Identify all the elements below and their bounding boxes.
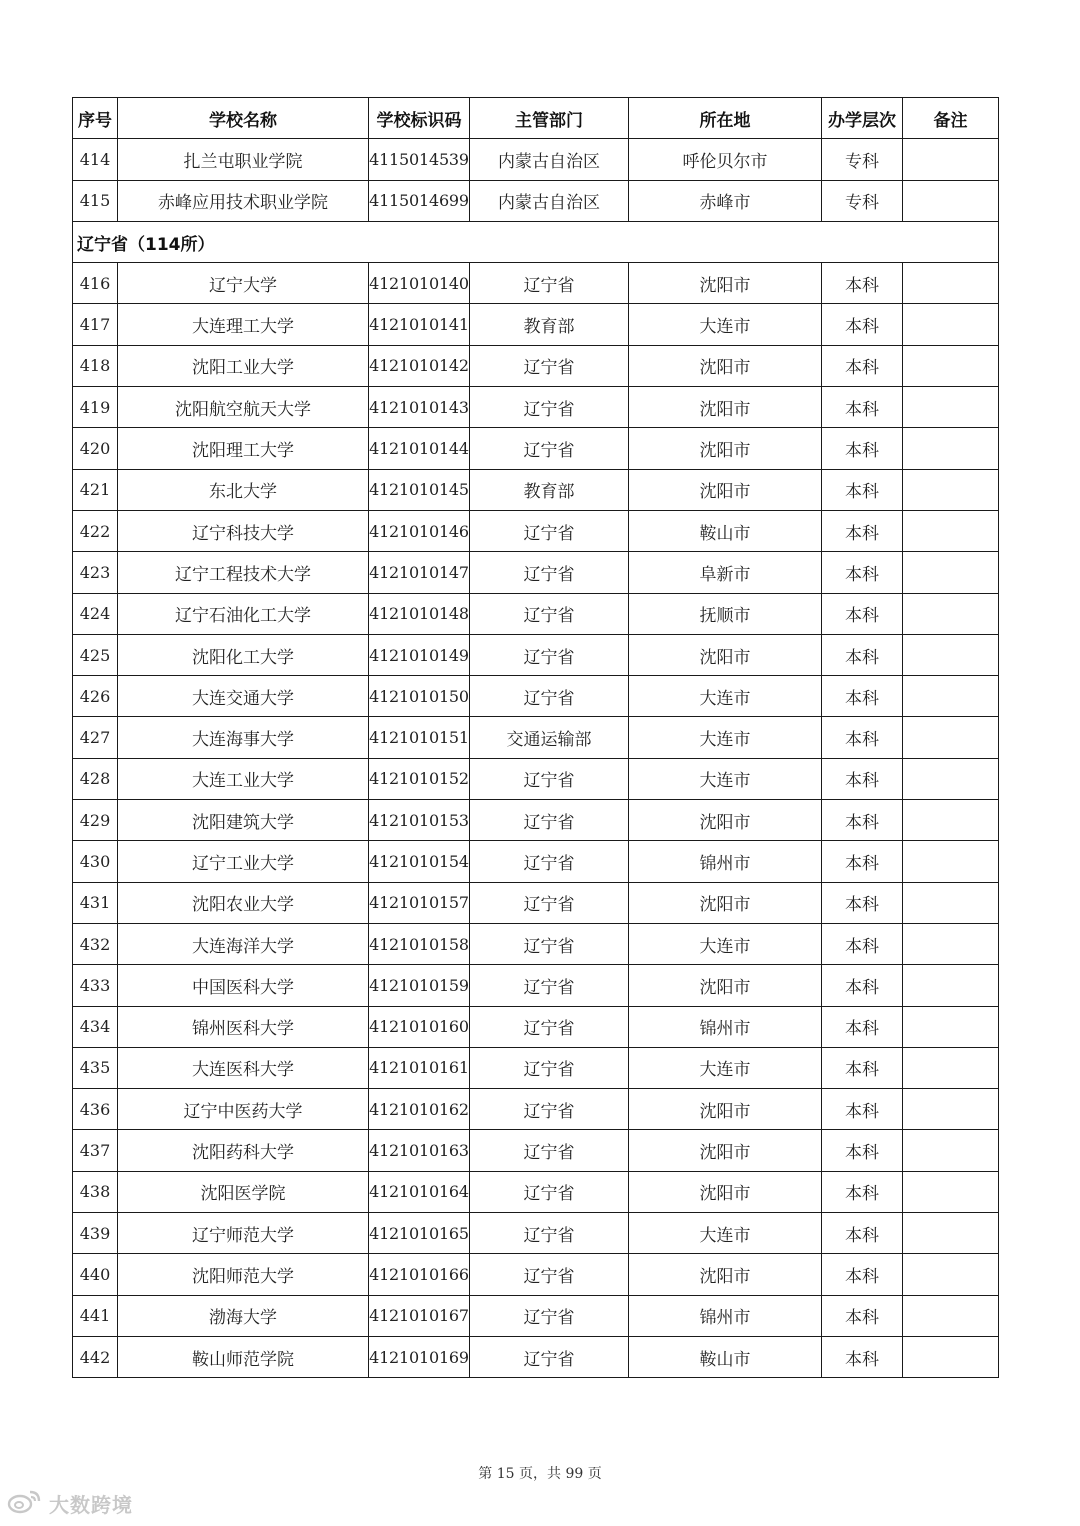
table-row bbox=[73, 593, 999, 634]
cell-note bbox=[903, 841, 999, 882]
cell-seq: 425 bbox=[73, 634, 118, 675]
cell-school-name: 沈阳建筑大学 bbox=[118, 800, 369, 841]
table-header-row bbox=[73, 98, 999, 139]
cell-school-name: 辽宁工业大学 bbox=[118, 841, 369, 882]
cell-dept: 辽宁省 bbox=[470, 882, 629, 923]
cell-location: 沈阳市 bbox=[629, 882, 822, 923]
cell-location: 大连市 bbox=[629, 758, 822, 799]
cell-location: 沈阳市 bbox=[629, 1171, 822, 1212]
cell-school-name: 沈阳农业大学 bbox=[118, 882, 369, 923]
cell-note bbox=[903, 263, 999, 304]
cell-location: 锦州市 bbox=[629, 1295, 822, 1336]
cell-level: 本科 bbox=[822, 965, 903, 1006]
cell-school-code: 4121010158 bbox=[369, 923, 470, 964]
cell-school-code: 4121010159 bbox=[369, 965, 470, 1006]
cell-dept: 辽宁省 bbox=[470, 841, 629, 882]
cell-location: 沈阳市 bbox=[629, 965, 822, 1006]
cell-location: 沈阳市 bbox=[629, 428, 822, 469]
cell-level: 本科 bbox=[822, 387, 903, 428]
header-school-name: 学校名称 bbox=[118, 98, 369, 139]
table-row bbox=[73, 1130, 999, 1171]
cell-note bbox=[903, 800, 999, 841]
cell-seq: 442 bbox=[73, 1336, 118, 1377]
cell-seq: 432 bbox=[73, 923, 118, 964]
cell-dept: 辽宁省 bbox=[470, 1006, 629, 1047]
cell-level: 专科 bbox=[822, 139, 903, 180]
cell-location: 大连市 bbox=[629, 923, 822, 964]
cell-seq: 423 bbox=[73, 552, 118, 593]
cell-school-code: 4121010164 bbox=[369, 1171, 470, 1212]
school-list-table bbox=[72, 97, 999, 1378]
cell-school-code: 4121010153 bbox=[369, 800, 470, 841]
cell-school-code: 4121010157 bbox=[369, 882, 470, 923]
table-row bbox=[73, 1171, 999, 1212]
table-row bbox=[73, 1295, 999, 1336]
cell-school-name: 沈阳工业大学 bbox=[118, 345, 369, 386]
cell-dept: 交通运输部 bbox=[470, 717, 629, 758]
cell-level: 本科 bbox=[822, 717, 903, 758]
cell-school-code: 4121010143 bbox=[369, 387, 470, 428]
cell-school-name: 沈阳化工大学 bbox=[118, 634, 369, 675]
cell-note bbox=[903, 1089, 999, 1130]
section-row bbox=[73, 221, 999, 262]
cell-note bbox=[903, 428, 999, 469]
cell-seq: 427 bbox=[73, 717, 118, 758]
cell-note bbox=[903, 1171, 999, 1212]
cell-dept: 辽宁省 bbox=[470, 1130, 629, 1171]
cell-level: 本科 bbox=[822, 469, 903, 510]
cell-school-code: 4121010150 bbox=[369, 676, 470, 717]
cell-seq: 420 bbox=[73, 428, 118, 469]
cell-note bbox=[903, 923, 999, 964]
cell-school-name: 辽宁科技大学 bbox=[118, 510, 369, 551]
cell-level: 本科 bbox=[822, 1295, 903, 1336]
cell-note bbox=[903, 387, 999, 428]
cell-dept: 辽宁省 bbox=[470, 428, 629, 469]
cell-school-code: 4121010151 bbox=[369, 717, 470, 758]
cell-school-code: 4121010141 bbox=[369, 304, 470, 345]
cell-dept: 教育部 bbox=[470, 469, 629, 510]
cell-location: 沈阳市 bbox=[629, 469, 822, 510]
cell-school-code: 4121010163 bbox=[369, 1130, 470, 1171]
cell-school-code: 4121010165 bbox=[369, 1213, 470, 1254]
cell-location: 大连市 bbox=[629, 717, 822, 758]
table-row bbox=[73, 180, 999, 221]
cell-seq: 435 bbox=[73, 1047, 118, 1088]
table-row bbox=[73, 1254, 999, 1295]
table-row bbox=[73, 800, 999, 841]
cell-dept: 辽宁省 bbox=[470, 1254, 629, 1295]
cell-school-code: 4121010148 bbox=[369, 593, 470, 634]
table-row bbox=[73, 1047, 999, 1088]
cell-location: 大连市 bbox=[629, 676, 822, 717]
cell-note bbox=[903, 139, 999, 180]
cell-school-name: 鞍山师范学院 bbox=[118, 1336, 369, 1377]
cell-dept: 内蒙古自治区 bbox=[470, 139, 629, 180]
cell-seq: 438 bbox=[73, 1171, 118, 1212]
table-row bbox=[73, 387, 999, 428]
cell-school-code: 4121010160 bbox=[369, 1006, 470, 1047]
cell-dept: 辽宁省 bbox=[470, 387, 629, 428]
cell-seq: 431 bbox=[73, 882, 118, 923]
cell-school-code: 4121010147 bbox=[369, 552, 470, 593]
watermark bbox=[6, 1488, 133, 1519]
cell-note bbox=[903, 180, 999, 221]
cell-location: 大连市 bbox=[629, 1213, 822, 1254]
cell-level: 本科 bbox=[822, 345, 903, 386]
header-dept: 主管部门 bbox=[470, 98, 629, 139]
cell-level: 本科 bbox=[822, 1089, 903, 1130]
cell-school-name: 锦州医科大学 bbox=[118, 1006, 369, 1047]
cell-seq: 422 bbox=[73, 510, 118, 551]
cell-dept: 教育部 bbox=[470, 304, 629, 345]
cell-dept: 辽宁省 bbox=[470, 345, 629, 386]
cell-school-name: 沈阳理工大学 bbox=[118, 428, 369, 469]
cell-school-code: 4121010149 bbox=[369, 634, 470, 675]
header-location: 所在地 bbox=[629, 98, 822, 139]
table-row bbox=[73, 304, 999, 345]
cell-level: 本科 bbox=[822, 800, 903, 841]
cell-note bbox=[903, 1336, 999, 1377]
cell-school-name: 大连交通大学 bbox=[118, 676, 369, 717]
cell-location: 沈阳市 bbox=[629, 1089, 822, 1130]
cell-location: 大连市 bbox=[629, 1047, 822, 1088]
cell-location: 沈阳市 bbox=[629, 1254, 822, 1295]
cell-school-code: 4115014539 bbox=[369, 139, 470, 180]
cell-seq: 436 bbox=[73, 1089, 118, 1130]
cell-dept: 辽宁省 bbox=[470, 923, 629, 964]
cell-note bbox=[903, 1295, 999, 1336]
cell-dept: 辽宁省 bbox=[470, 593, 629, 634]
cell-level: 本科 bbox=[822, 428, 903, 469]
cell-location: 沈阳市 bbox=[629, 345, 822, 386]
cell-school-code: 4115014699 bbox=[369, 180, 470, 221]
cell-school-name: 大连海洋大学 bbox=[118, 923, 369, 964]
cell-school-name: 东北大学 bbox=[118, 469, 369, 510]
cell-level: 本科 bbox=[822, 1213, 903, 1254]
cell-note bbox=[903, 304, 999, 345]
cell-level: 专科 bbox=[822, 180, 903, 221]
cell-location: 沈阳市 bbox=[629, 387, 822, 428]
page-footer: 第 15 页，共 99 页 bbox=[478, 1466, 602, 1482]
cell-level: 本科 bbox=[822, 634, 903, 675]
cell-level: 本科 bbox=[822, 552, 903, 593]
cell-location: 赤峰市 bbox=[629, 180, 822, 221]
cell-seq: 429 bbox=[73, 800, 118, 841]
table-row bbox=[73, 1336, 999, 1377]
cell-school-name: 沈阳师范大学 bbox=[118, 1254, 369, 1295]
cell-note bbox=[903, 882, 999, 923]
cell-note bbox=[903, 1254, 999, 1295]
cell-school-code: 4121010161 bbox=[369, 1047, 470, 1088]
table-row bbox=[73, 469, 999, 510]
table-row bbox=[73, 923, 999, 964]
cell-seq: 434 bbox=[73, 1006, 118, 1047]
cell-location: 锦州市 bbox=[629, 841, 822, 882]
cell-school-name: 大连海事大学 bbox=[118, 717, 369, 758]
cell-location: 沈阳市 bbox=[629, 634, 822, 675]
cell-school-code: 4121010166 bbox=[369, 1254, 470, 1295]
table-row bbox=[73, 634, 999, 675]
table-row bbox=[73, 965, 999, 1006]
cell-seq: 440 bbox=[73, 1254, 118, 1295]
table-row bbox=[73, 717, 999, 758]
table-row bbox=[73, 552, 999, 593]
cell-dept: 辽宁省 bbox=[470, 800, 629, 841]
cell-location: 鞍山市 bbox=[629, 1336, 822, 1377]
cell-dept: 辽宁省 bbox=[470, 1089, 629, 1130]
cell-note bbox=[903, 717, 999, 758]
cell-school-name: 渤海大学 bbox=[118, 1295, 369, 1336]
cell-seq: 414 bbox=[73, 139, 118, 180]
cell-seq: 441 bbox=[73, 1295, 118, 1336]
cell-location: 锦州市 bbox=[629, 1006, 822, 1047]
cell-dept: 辽宁省 bbox=[470, 1213, 629, 1254]
table-row bbox=[73, 510, 999, 551]
cell-seq: 430 bbox=[73, 841, 118, 882]
table-row bbox=[73, 1006, 999, 1047]
cell-note bbox=[903, 676, 999, 717]
cell-school-code: 4121010167 bbox=[369, 1295, 470, 1336]
cell-level: 本科 bbox=[822, 676, 903, 717]
cell-note bbox=[903, 510, 999, 551]
cell-location: 阜新市 bbox=[629, 552, 822, 593]
watermark-text: 大数跨境 bbox=[49, 1493, 133, 1517]
cell-note bbox=[903, 1213, 999, 1254]
table-row bbox=[73, 1213, 999, 1254]
cell-seq: 421 bbox=[73, 469, 118, 510]
cell-location: 大连市 bbox=[629, 304, 822, 345]
header-level: 办学层次 bbox=[822, 98, 903, 139]
section-body bbox=[73, 221, 999, 262]
table-row bbox=[73, 139, 999, 180]
cell-school-name: 赤峰应用技术职业学院 bbox=[118, 180, 369, 221]
cell-dept: 辽宁省 bbox=[470, 634, 629, 675]
cell-location: 鞍山市 bbox=[629, 510, 822, 551]
table-row bbox=[73, 882, 999, 923]
header-seq: 序号 bbox=[73, 98, 118, 139]
cell-level: 本科 bbox=[822, 882, 903, 923]
cell-dept: 辽宁省 bbox=[470, 1047, 629, 1088]
cell-school-name: 扎兰屯职业学院 bbox=[118, 139, 369, 180]
cell-school-name: 大连理工大学 bbox=[118, 304, 369, 345]
cell-seq: 439 bbox=[73, 1213, 118, 1254]
cell-school-name: 沈阳航空航天大学 bbox=[118, 387, 369, 428]
cell-school-code: 4121010144 bbox=[369, 428, 470, 469]
cell-school-code: 4121010154 bbox=[369, 841, 470, 882]
cell-school-code: 4121010146 bbox=[369, 510, 470, 551]
cell-location: 抚顺市 bbox=[629, 593, 822, 634]
cell-dept: 辽宁省 bbox=[470, 1336, 629, 1377]
table-body-after bbox=[73, 263, 999, 1378]
cell-seq: 437 bbox=[73, 1130, 118, 1171]
cell-school-name: 辽宁师范大学 bbox=[118, 1213, 369, 1254]
cell-school-name: 辽宁石油化工大学 bbox=[118, 593, 369, 634]
cell-dept: 辽宁省 bbox=[470, 263, 629, 304]
cell-level: 本科 bbox=[822, 1047, 903, 1088]
cell-level: 本科 bbox=[822, 923, 903, 964]
cell-note bbox=[903, 634, 999, 675]
cell-level: 本科 bbox=[822, 841, 903, 882]
cell-note bbox=[903, 1047, 999, 1088]
cell-dept: 内蒙古自治区 bbox=[470, 180, 629, 221]
cell-note bbox=[903, 552, 999, 593]
cell-note bbox=[903, 469, 999, 510]
cell-level: 本科 bbox=[822, 304, 903, 345]
cell-level: 本科 bbox=[822, 263, 903, 304]
cell-seq: 426 bbox=[73, 676, 118, 717]
section-heading: 辽宁省（114所） bbox=[73, 221, 999, 262]
cell-seq: 418 bbox=[73, 345, 118, 386]
cell-dept: 辽宁省 bbox=[470, 758, 629, 799]
header-school-code: 学校标识码 bbox=[369, 98, 470, 139]
weibo-logo-icon bbox=[6, 1488, 49, 1519]
table-row bbox=[73, 676, 999, 717]
cell-level: 本科 bbox=[822, 1130, 903, 1171]
cell-school-code: 4121010169 bbox=[369, 1336, 470, 1377]
cell-school-name: 辽宁中医药大学 bbox=[118, 1089, 369, 1130]
table-row bbox=[73, 263, 999, 304]
cell-dept: 辽宁省 bbox=[470, 965, 629, 1006]
cell-school-code: 4121010152 bbox=[369, 758, 470, 799]
cell-level: 本科 bbox=[822, 593, 903, 634]
table-row bbox=[73, 758, 999, 799]
cell-school-code: 4121010140 bbox=[369, 263, 470, 304]
cell-level: 本科 bbox=[822, 758, 903, 799]
cell-dept: 辽宁省 bbox=[470, 1171, 629, 1212]
header-note: 备注 bbox=[903, 98, 999, 139]
cell-level: 本科 bbox=[822, 1171, 903, 1212]
table-body-before bbox=[73, 139, 999, 222]
cell-note bbox=[903, 965, 999, 1006]
cell-location: 沈阳市 bbox=[629, 800, 822, 841]
cell-location: 沈阳市 bbox=[629, 263, 822, 304]
cell-seq: 417 bbox=[73, 304, 118, 345]
cell-level: 本科 bbox=[822, 510, 903, 551]
cell-level: 本科 bbox=[822, 1336, 903, 1377]
table-row bbox=[73, 345, 999, 386]
cell-seq: 415 bbox=[73, 180, 118, 221]
cell-note bbox=[903, 1006, 999, 1047]
cell-school-name: 中国医科大学 bbox=[118, 965, 369, 1006]
cell-seq: 419 bbox=[73, 387, 118, 428]
cell-school-name: 大连医科大学 bbox=[118, 1047, 369, 1088]
cell-school-name: 辽宁工程技术大学 bbox=[118, 552, 369, 593]
cell-seq: 428 bbox=[73, 758, 118, 799]
cell-dept: 辽宁省 bbox=[470, 552, 629, 593]
cell-seq: 416 bbox=[73, 263, 118, 304]
cell-dept: 辽宁省 bbox=[470, 676, 629, 717]
cell-location: 沈阳市 bbox=[629, 1130, 822, 1171]
cell-school-name: 沈阳医学院 bbox=[118, 1171, 369, 1212]
cell-seq: 424 bbox=[73, 593, 118, 634]
table-row bbox=[73, 841, 999, 882]
cell-seq: 433 bbox=[73, 965, 118, 1006]
table-row bbox=[73, 428, 999, 469]
cell-location: 呼伦贝尔市 bbox=[629, 139, 822, 180]
cell-level: 本科 bbox=[822, 1254, 903, 1295]
cell-note bbox=[903, 345, 999, 386]
cell-note bbox=[903, 758, 999, 799]
table-row bbox=[73, 1089, 999, 1130]
cell-school-code: 4121010145 bbox=[369, 469, 470, 510]
cell-note bbox=[903, 1130, 999, 1171]
cell-school-code: 4121010142 bbox=[369, 345, 470, 386]
cell-dept: 辽宁省 bbox=[470, 510, 629, 551]
cell-school-name: 沈阳药科大学 bbox=[118, 1130, 369, 1171]
cell-dept: 辽宁省 bbox=[470, 1295, 629, 1336]
cell-school-name: 辽宁大学 bbox=[118, 263, 369, 304]
cell-school-code: 4121010162 bbox=[369, 1089, 470, 1130]
cell-school-name: 大连工业大学 bbox=[118, 758, 369, 799]
cell-level: 本科 bbox=[822, 1006, 903, 1047]
cell-note bbox=[903, 593, 999, 634]
